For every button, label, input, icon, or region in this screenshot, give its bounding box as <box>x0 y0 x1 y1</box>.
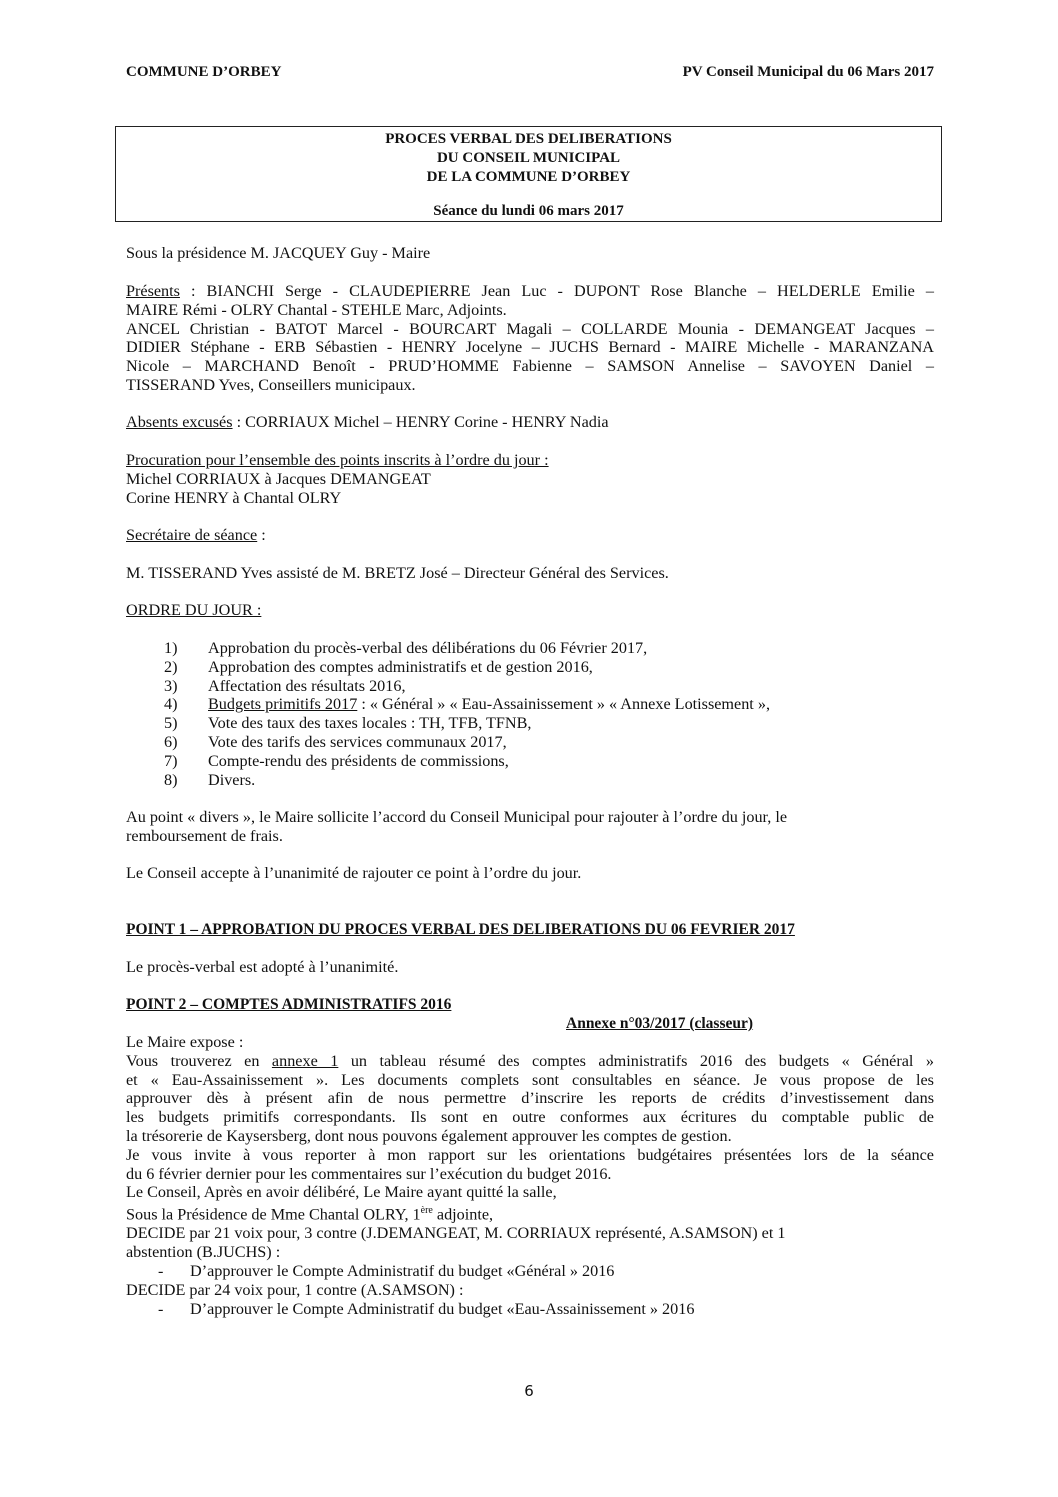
conseil-line: Le Conseil, Après en avoir délibéré, Le Maire ayant quitté la salle, <box>126 1183 557 1202</box>
point-2-body: Le Maire expose : Vous trouverez en annexe 1 un tableau résumé des comptes administratifs 2016 des budgets « Général » et « Eau-Assainissement ». Les documents complets sont consultables en séance. Je vous propose de les approuver dès à présent afin de nous permettre d’inscrire les reports de crédits d’investissement dans les budgets primitifs correspondants. Ils sont en outre conformes aux écritures du comptable public de la trésorerie de Kaysersberg, dont nous pouvons également approuver les comptes de gestion. Je vous invite à vous reporter à mon rapport sur les orientations budgétaires présentées lors de la séance du 6 février dernier pour les commentaires sur l’exécution du budget 2016. Le Conseil, Après en avoir délibéré, Le Maire ayant quitté la salle, Sous la Présidence de Mme Chantal OLRY, 1ère adjointe, DECIDE par 21 voix pour, 3 contre (J.DEMANGEAT, M. CORRIAUX représenté, A.SAMSON) et 1 abstention (B.JUCHS) : - D’approuver le Compte Administratif du budget «Général » 2016 DECIDE par 24 voix pour, 1 contre (A.SAMSON) : - D’approuver le Compte Administratif du budget «Eau-Assainissement » 2016 <box>126 1033 935 1318</box>
secretaire-label: Secrétaire de séance <box>126 526 258 544</box>
decision-2-bullet: - D’approuver le Compte Administratif du budget «Eau-Assainissement » 2016 <box>158 1299 695 1318</box>
presents-line-2: MAIRE Rémi - OLRY Chantal - STEHLE Marc, Adjoints. <box>126 300 507 319</box>
ordre-du-jour-list <box>164 639 924 789</box>
absents-text: : CORRIAUX Michel – HENRY Corine - HENRY Nadia <box>232 413 609 431</box>
secretaire-text: M. TISSERAND Yves assisté de M. BRETZ José – Directeur Général des Services. <box>126 564 669 582</box>
absents-label: Absents excusés <box>126 413 233 431</box>
title-line-3: DE LA COMMUNE D’ORBEY <box>426 169 631 185</box>
point-1-heading: POINT 1 – APPROBATION DU PROCES VERBAL DES DELIBERATIONS DU 06 FEVRIER 2017 <box>126 921 795 938</box>
agenda-item: 6) Vote des tarifs des services communaux 2017, <box>164 732 507 751</box>
agenda-item: 4) Budgets primitifs 2017 : « Général » « Eau-Assainissement » « Annexe Lotissement », <box>164 695 770 714</box>
point-1-text: Le procès-verbal est adopté à l’unanimité. <box>126 958 399 976</box>
decision-1-line-2: abstention (B.JUCHS) : <box>126 1243 281 1262</box>
presents-line-1: BIANCHI Serge - CLAUDEPIERRE Jean Luc - DUPONT Rose Blanche – HELDERLE Emilie – <box>206 282 934 300</box>
decision-1-line-1: DECIDE par 21 voix pour, 3 contre (J.DEMANGEAT, M. CORRIAUX représenté, A.SAMSON) et 1 <box>126 1224 786 1243</box>
header-commune: COMMUNE D’ORBEY <box>126 64 282 80</box>
procuration-label: Procuration pour l’ensemble des points inscrits à l’ordre du jour : <box>126 451 549 469</box>
agenda-item: 8) Divers. <box>164 770 256 789</box>
absents-block <box>126 413 934 432</box>
ordre-du-jour-label: ORDRE DU JOUR : <box>126 601 262 619</box>
presents-line-5: Nicole – MARCHAND Benoît - PRUD’HOMME Fabienne – SAMSON Annelise – SAVOYEN Daniel – <box>126 357 934 376</box>
agenda-item: 5) Vote des taux des taxes locales : TH, TFB, TFNB, <box>164 714 532 733</box>
accept-paragraph: Le Conseil accepte à l’unanimité de rajouter ce point à l’ordre du jour. <box>126 864 582 882</box>
maire-expose: Le Maire expose : <box>126 1033 244 1051</box>
agenda-item: 3) Affectation des résultats 2016, <box>164 676 406 695</box>
procuration-block <box>126 451 934 507</box>
title-line-2: DU CONSEIL MUNICIPAL <box>436 150 621 166</box>
presents-line-6: TISSERAND Yves, Conseillers municipaux. <box>126 375 416 394</box>
presidence-line: Sous la présidence M. JACQUEY Guy - Maire <box>126 244 431 262</box>
decision-1-bullet: - D’approuver le Compte Administratif du budget «Général » 2016 <box>158 1261 615 1280</box>
procuration-line-2: Corine HENRY à Chantal OLRY <box>126 488 342 507</box>
agenda-item: 7) Compte-rendu des présidents de commissions, <box>164 751 509 770</box>
presents-block: Présents : BIANCHI Serge - CLAUDEPIERRE Jean Luc - DUPONT Rose Blanche – HELDERLE Emilie – MAIRE Rémi - OLRY Chantal - STEHLE Marc, Adjoints. ANCEL Christian - BATOT Marcel - BOURCART Magali – COLLARDE Mounia - DEMANGEAT Jacques – DIDIER Stéphane - ERB Sébastien - HENRY Jocelyne – JUCHS Bernard - MAIRE Michelle - MARANZANA Nicole – MARCHAND Benoît - PRUD’HOMME Fabienne – SAMSON Annelise – SAVOYEN Daniel – TISSERAND Yves, Conseillers municipaux. <box>126 282 934 394</box>
title-box <box>115 126 942 222</box>
annexe-1-link: annexe 1 <box>271 1051 339 1070</box>
point-2-heading: POINT 2 – COMPTES ADMINISTRATIFS 2016 <box>126 996 452 1013</box>
agenda-item: 1) Approbation du procès-verbal des délibérations du 06 Février 2017, <box>164 639 648 657</box>
annexe-reference: Annexe n°03/2017 (classeur) <box>566 1015 754 1032</box>
presents-label: Présents <box>126 282 180 300</box>
seance-date: Séance du lundi 06 mars 2017 <box>433 203 624 219</box>
secretaire-label-line: Secrétaire de séance : <box>126 526 266 544</box>
page-number: 6 <box>524 1382 534 1400</box>
agenda-item: 2) Approbation des comptes administratifs et de gestion 2016, <box>164 657 593 676</box>
procuration-line-1: Michel CORRIAUX à Jacques DEMANGEAT <box>126 469 431 488</box>
presents-line-3: ANCEL Christian - BATOT Marcel - BOURCART Magali – COLLARDE Mounia - DEMANGEAT Jacques – <box>126 319 934 338</box>
presents-line-4: DIDIER Stéphane - ERB Sébastien - HENRY Jocelyne – JUCHS Bernard - MAIRE Michelle - MARANZANA <box>126 338 934 357</box>
presidence-olry: Sous la Présidence de Mme Chantal OLRY, 1ère adjointe, <box>126 1205 494 1224</box>
decision-2-line: DECIDE par 24 voix pour, 1 contre (A.SAMSON) : <box>126 1280 464 1299</box>
header-pv-title: PV Conseil Municipal du 06 Mars 2017 <box>682 64 934 80</box>
divers-paragraph: Au point « divers », le Maire sollicite l’accord du Conseil Municipal pour rajouter à l’ordre du jour, le remboursement de frais. <box>126 808 788 845</box>
title-line-1: PROCES VERBAL DES DELIBERATIONS <box>385 131 672 147</box>
